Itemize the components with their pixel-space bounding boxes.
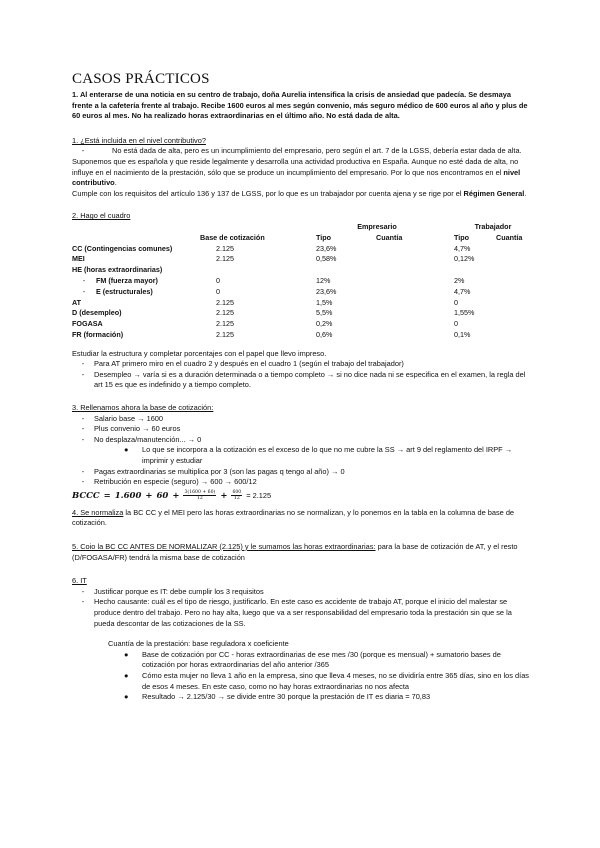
row-base: 0	[216, 276, 220, 286]
section-2-item	[72, 370, 532, 391]
row-cuantia-trabajador	[496, 330, 532, 341]
row-tipo-empresario: 0,58%	[316, 254, 337, 264]
section-1-item-text: No está dada de alta, pero es un incumplimiento del empresario, pero según el art. 7 de la LGSS, debería estar dada de alta. Suponemos que es española y que reside legalmente y desarrolla una actividad productiva en España. Aunque no esté dada de alta, no influye en el nacimiento de la prestación, sólo que se produce un incumplimiento del empresario. Por lo que nos encontramos en el	[72, 146, 522, 177]
section-3-item-text: Retribución en especie (seguro) → 600 → 600/12	[94, 477, 257, 487]
section-2-heading: 2. Hago el cuadro	[72, 211, 131, 221]
section-3-item-text: Pagas extraordinarias se multiplica por 3 (son las pagas q tengo al año) → 0	[94, 466, 345, 476]
row-tipo-trabajador: 0,1%	[454, 330, 471, 339]
row-tipo-empresario: 1,5%	[316, 297, 333, 307]
formula-lhs: BCCC	[72, 490, 100, 501]
col-cuantia-empresario: Cuantía	[376, 232, 403, 242]
section-1-paragraph	[72, 189, 532, 200]
row-label: AT	[72, 297, 82, 307]
row-tipo-trabajador: 1,55%	[454, 308, 475, 318]
section-3-item	[72, 435, 532, 446]
section-3-item	[72, 467, 532, 478]
section-6-bullet	[72, 671, 532, 692]
section-1-p2-end: .	[524, 188, 527, 198]
section-6-heading: 6. IT	[72, 576, 87, 586]
section-4-text: la BC CC y el MEI pero las horas extraordinarias no se normalizan, y lo ponemos en la tabla en la columna de base de cotización.	[72, 507, 515, 528]
section-6-bullet-text: Cómo esta mujer no lleva 1 año en la empresa, sino que lleva 4 meses, no se dividiría entre 365 días, sino en los días de esos 4 meses. En este caso, como no hay horas extraordinarias no nos afecta	[142, 670, 529, 691]
formula-plus: +	[220, 490, 228, 501]
row-cuantia-trabajador	[496, 308, 532, 319]
section-6-bullet	[72, 650, 532, 671]
fraction-denominator: 12	[233, 496, 240, 502]
row-tipo-empresario: 0,2%	[316, 319, 333, 329]
dash-marker: -	[81, 413, 85, 423]
case-statement: 1. Al enterarse de una noticia en su centro de trabajo, doña Aurelia intensifica la crisis de ansiedad que padecía. Se desmaya frente a la cafetería frente al trabajo. Recibe 1600 euros al mes según convenio, más seguro médico de 600 euros al año y plus de 60 euros al mes. No ha realizado horas extraordinarias en el último año. No está dada de alta.	[72, 90, 528, 121]
row-cuantia-trabajador	[496, 298, 532, 309]
table-row	[72, 330, 532, 341]
row-cuantia-empresario	[370, 298, 454, 309]
section-4-lead: 4. Se normaliza	[72, 507, 124, 517]
row-tipo-trabajador: 0	[454, 297, 458, 307]
row-tipo-empresario: 23,6%	[316, 286, 337, 296]
row-tipo-trabajador: 0	[454, 319, 458, 329]
formula-term-b: 60	[156, 490, 169, 501]
section-1-item-end: .	[114, 178, 117, 188]
section-3-item-text: Salario base → 1600	[94, 413, 164, 423]
section-3-heading: 3. Rellenamos ahora la base de cotización:	[72, 403, 214, 413]
contribution-table	[72, 222, 532, 341]
formula-equals: =	[103, 490, 111, 501]
table-row	[72, 308, 532, 319]
section-2-item-text: Para AT primero miro en el cuadro 2 y después en el cuadro 1 (según el trabajo del trabajador)	[94, 359, 404, 369]
dash-marker: -	[81, 586, 85, 596]
row-tipo-trabajador: 4,7%	[454, 243, 471, 253]
row-cuantia-trabajador	[496, 244, 532, 255]
section-3	[72, 403, 532, 502]
row-cuantia-trabajador	[496, 254, 532, 265]
section-1-item	[72, 146, 532, 188]
col-base: Base de cotización	[200, 232, 265, 242]
formula-plus: +	[145, 490, 153, 501]
row-label: FR (formación)	[72, 330, 124, 339]
section-3-item	[72, 414, 532, 425]
section-2-item-text: Desempleo → varía si es a duración determinada o a tiempo completo → si no dice nada ni se especifica en el examen, la regla del art 15 es que es indefinido y a tiempo completo.	[94, 369, 526, 390]
row-tipo-empresario	[312, 265, 370, 276]
row-tipo-empresario: 23,6%	[316, 243, 337, 253]
row-label: MEI	[72, 254, 85, 264]
row-label: CC (Contingencias comunes)	[72, 243, 173, 253]
group-trabajador: Trabajador	[474, 222, 512, 232]
row-cuantia-trabajador	[496, 265, 532, 276]
row-tipo-trabajador: 2%	[454, 276, 465, 286]
dash-marker: -	[81, 424, 85, 434]
table-row	[72, 276, 532, 287]
row-cuantia-empresario	[370, 319, 454, 330]
document-page	[72, 70, 532, 703]
table-row	[72, 244, 532, 255]
table-group-header	[72, 222, 532, 233]
row-label-text: E (estructurales)	[96, 286, 153, 296]
formula-fraction-2	[231, 490, 242, 502]
row-base: 2.125	[216, 254, 234, 264]
group-empresario: Empresario	[357, 222, 397, 232]
table-row	[72, 265, 532, 276]
section-5-text: para la base de cotización de AT, y el resto (D/FOGASA/FR) tendrá la misma base de cotización	[72, 542, 518, 562]
section-2-item	[72, 359, 532, 370]
col-cuantia-trabajador: Cuantía	[496, 232, 523, 242]
section-6-item-text: Hecho causante: cuál es el tipo de riesgo, justificarlo. En este caso es accidente de trabajo AT, porque el inicio del malestar se produce dentro del trabajo. Pero no hay alta, luego que va a ser responsabilidad del empresario toda la prestación sin que se la pueda descontar de las cotizaciones de la SS.	[94, 597, 512, 628]
formula-plus: +	[172, 490, 180, 501]
section-4	[72, 508, 532, 529]
fraction-denominator: 12	[196, 496, 203, 502]
row-tipo-empresario: 12%	[316, 276, 331, 286]
row-base: 2.125	[216, 243, 234, 253]
section-3-item	[72, 424, 532, 435]
row-cuantia-empresario	[370, 308, 454, 319]
section-2-note: Estudiar la estructura y completar porcentajes con el papel que llevo impreso.	[72, 348, 327, 358]
row-cuantia-empresario	[370, 276, 454, 287]
section-1-item-bold: nivel contributivo	[72, 167, 521, 188]
section-3-bullet-text: Lo que se incorpora a la cotización es el exceso de lo que no me cubre la SS → art 9 del reglamento del IRPF → imprimir y estudiar	[142, 445, 513, 466]
table-row	[72, 298, 532, 309]
cuantia-heading: Cuantía de la prestación: base reguladora x coeficiente	[108, 639, 289, 649]
row-cuantia-trabajador	[496, 319, 532, 330]
row-label: D (desempleo)	[72, 308, 122, 318]
row-label	[72, 276, 200, 287]
row-cuantia-empresario	[370, 287, 454, 298]
section-5-lead: 5. Coio la BC CC ANTES DE NORMALIZAR (2.125) y le sumamos las horas extraordinarias:	[72, 542, 376, 552]
row-base: 2.125	[216, 308, 234, 318]
dash-marker: -	[82, 276, 86, 286]
dash-marker: -	[81, 597, 85, 607]
row-base: 2.125	[216, 297, 234, 307]
dash-marker: -	[81, 477, 85, 487]
section-6-item	[72, 597, 532, 629]
section-5	[72, 542, 532, 563]
section-6-bullet-text: Base de cotización por CC - horas extraordinarias de ese mes /30 (porque es mensual) + sumatorio bases de cotización por horas extraordinarias del año anterior /365	[142, 649, 501, 670]
row-tipo-empresario: 5,5%	[316, 308, 333, 318]
row-tipo-trabajador: 0,12%	[454, 254, 475, 264]
row-base: 2.125	[216, 319, 234, 329]
formula-result: = 2.125	[246, 490, 272, 500]
row-cuantia-empresario	[370, 254, 454, 265]
bullet-icon: ●	[124, 670, 129, 680]
row-base: 2.125	[216, 330, 234, 339]
section-6-bullet-text: Resultado → 2.125/30 → se divide entre 30 porque la prestación de IT es diaria = 70,83	[142, 692, 431, 702]
table-column-header	[72, 233, 532, 244]
row-label: FOGASA	[72, 319, 103, 329]
row-tipo-empresario: 0,6%	[316, 330, 333, 339]
bullet-icon: ●	[124, 445, 129, 455]
row-label-text: FM (fuerza mayor)	[96, 276, 158, 286]
section-3-item	[72, 477, 532, 488]
section-1-heading: 1. ¿Está incluida en el nivel contributivo?	[72, 135, 206, 145]
row-cuantia-empresario	[370, 330, 454, 341]
section-6-bullet	[72, 692, 532, 703]
table-row	[72, 287, 532, 298]
section-3-bullet	[72, 445, 532, 466]
dash-marker: -	[81, 359, 85, 369]
row-cuantia-trabajador	[496, 287, 532, 298]
dash-marker: -	[81, 146, 85, 156]
bccc-formula	[72, 490, 532, 502]
row-tipo-trabajador: 4,7%	[454, 286, 471, 296]
row-tipo-trabajador	[454, 265, 496, 276]
fraction-numerator: 3(1600 + 60)	[184, 489, 216, 495]
row-base	[200, 265, 312, 276]
dash-marker: -	[82, 286, 86, 296]
section-1-p2-bold: Régimen General	[463, 188, 525, 198]
section-6-item-text: Justificar porque es IT: debe cumplir los 3 requisitos	[94, 586, 264, 596]
row-cuantia-empresario	[370, 265, 454, 276]
row-base: 0	[216, 286, 220, 296]
col-tipo-trabajador: Tipo	[454, 232, 470, 242]
formula-fraction-1	[183, 490, 216, 502]
col-tipo-empresario: Tipo	[316, 232, 332, 242]
row-label: HE (horas extraordinarias)	[72, 265, 163, 275]
section-2	[72, 211, 532, 391]
section-1-p2-text: Cumple con los requisitos del artículo 136 y 137 de LGSS, por lo que es un trabajador por cuenta ajena y se rige por el	[72, 188, 464, 198]
dash-marker: -	[81, 466, 85, 476]
dash-marker: -	[81, 434, 85, 444]
row-cuantia-empresario	[370, 244, 454, 255]
section-1	[72, 136, 532, 200]
bullet-icon: ●	[124, 692, 129, 702]
row-cuantia-trabajador	[496, 276, 532, 287]
table-row	[72, 319, 532, 330]
table-row	[72, 254, 532, 265]
row-label	[72, 287, 200, 298]
document-title: CASOS PRÁCTICOS	[72, 71, 210, 87]
bullet-icon: ●	[124, 649, 129, 659]
section-3-item-text: Plus convenio → 60 euros	[94, 424, 181, 434]
formula-term-a: 1.600	[114, 490, 142, 501]
section-6	[72, 576, 532, 703]
section-6-item	[72, 587, 532, 598]
dash-marker: -	[81, 369, 85, 379]
fraction-numerator: 600	[232, 489, 242, 495]
section-3-item-text: No desplaza/manutención... → 0	[94, 434, 202, 444]
